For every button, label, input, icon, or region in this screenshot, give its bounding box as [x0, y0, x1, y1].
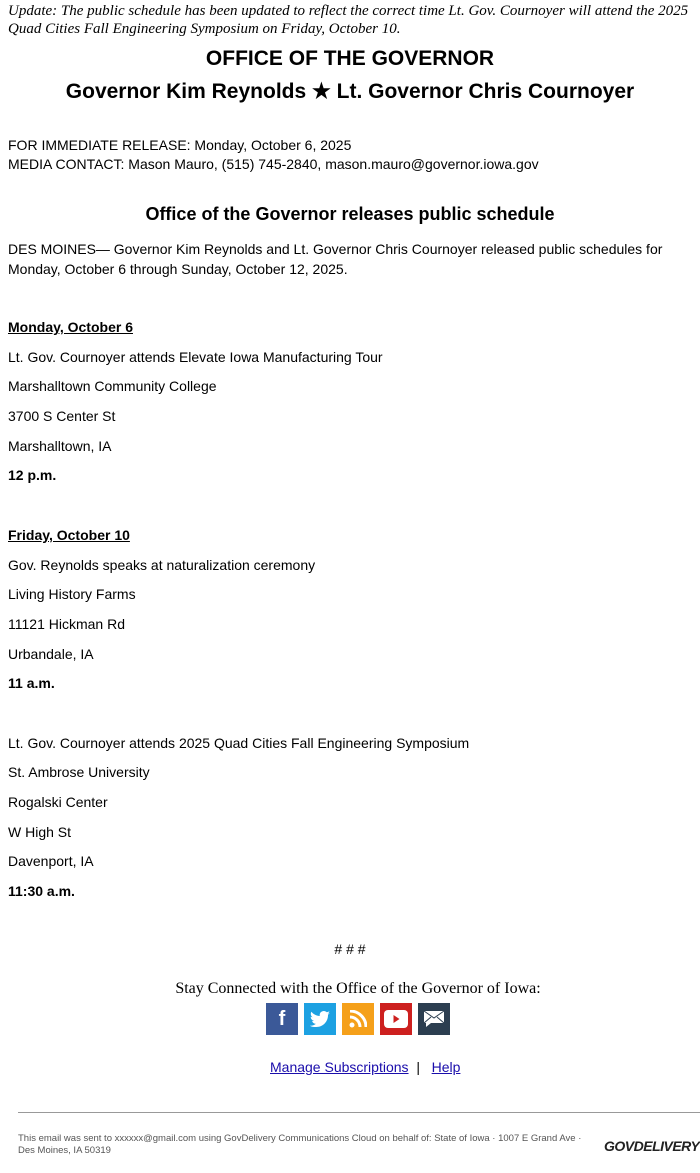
release-info [8, 136, 539, 174]
event-line: 11121 Hickman Rd [8, 615, 125, 632]
release-date: FOR IMMEDIATE RELEASE: Monday, October 6, 2025 [8, 137, 352, 153]
twitter-icon[interactable] [304, 1003, 336, 1035]
social-links [266, 1003, 450, 1035]
footer-links [270, 1059, 460, 1075]
manage-subscriptions-link[interactable]: Manage Subscriptions [270, 1059, 409, 1075]
event-line: Marshalltown, IA [8, 437, 112, 454]
event-line: Lt. Gov. Cournoyer attends Elevate Iowa Manufacturing Tour [8, 348, 383, 365]
youtube-icon[interactable] [380, 1003, 412, 1035]
event-time: 12 p.m. [8, 467, 57, 484]
day-heading: Monday, October 6 [8, 319, 133, 335]
intro-paragraph: DES MOINES— Governor Kim Reynolds and Lt. Governor Chris Cournoyer released public schedules for Monday, October 6 through Sunday, October 12, 2025. [8, 241, 663, 277]
event-line: W High St [8, 823, 72, 840]
press-heading: Office of the Governor releases public schedule [145, 204, 555, 224]
help-link[interactable]: Help [431, 1059, 461, 1075]
stay-connected: Stay Connected with the Office of the Governor of Iowa: [175, 980, 541, 997]
media-contact: MEDIA CONTACT: Mason Mauro, (515) 745-2840, mason.mauro@governor.iowa.gov [8, 156, 539, 172]
event-line: Gov. Reynolds speaks at naturalization ceremony [8, 556, 316, 573]
footer-disclaimer: This email was sent to xxxxxx@gmail.com using GovDelivery Communications Cloud on behalf of: State of Iowa · 1007 E Grand Ave · Des Moines, IA 50319 [18, 1133, 582, 1156]
footer-divider [18, 1112, 700, 1113]
event-line: Urbandale, IA [8, 645, 94, 662]
schedule [8, 318, 469, 912]
event-time: 11 a.m. [8, 675, 55, 692]
event-line: Davenport, IA [8, 853, 94, 870]
office-title: OFFICE OF THE GOVERNOR [205, 47, 495, 70]
link-separator: | [416, 1059, 420, 1075]
event-line: Lt. Gov. Cournoyer attends 2025 Quad Cities Fall Engineering Symposium [8, 734, 470, 751]
govdelivery-logo[interactable]: GOVDELIVERY [604, 1138, 700, 1154]
rss-icon[interactable] [342, 1003, 374, 1035]
event-time: 11:30 a.m. [8, 883, 75, 900]
event-line: St. Ambrose University [8, 764, 150, 781]
event-line: Living History Farms [8, 586, 136, 603]
event-line: Rogalski Center [8, 794, 108, 810]
event-line: 3700 S Center St [8, 408, 116, 425]
end-marker: # # # [334, 941, 366, 957]
day-heading: Friday, October 10 [8, 526, 130, 543]
facebook-icon[interactable]: f [266, 1003, 298, 1035]
email-icon[interactable] [418, 1003, 450, 1035]
event-line: Marshalltown Community College [8, 378, 217, 395]
officials-subtitle: Governor Kim Reynolds ★ Lt. Governor Chris Cournoyer [65, 80, 635, 103]
update-notice: Update: The public schedule has been updated to reflect the correct time Lt. Gov. Cournoyer will attend the 2025 Quad Cities Fall Engineering Symposium on Friday, October 10. [8, 3, 689, 37]
